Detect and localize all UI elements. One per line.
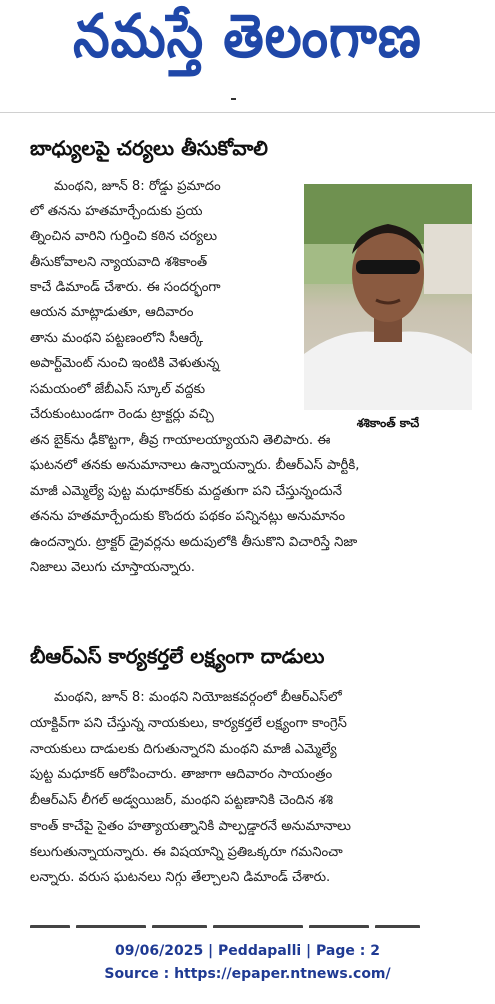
- article2-line: లన్నారు. వరుస ఘటనలు నిగ్గు తేల్చాలని డిమాండ్ చేశారు.: [30, 870, 331, 885]
- portrait-photo: [304, 184, 472, 410]
- article1-line: ఉందన్నారు. ట్రాక్టర్ డ్రైవర్లను అదుపులోకి తీసుకొని విచారిస్తే నిజా: [30, 535, 358, 550]
- footer-date-line: 09/06/2025 | Peddapalli | Page : 2: [115, 943, 380, 959]
- article1-line: తాను మంథని పట్టణంలోని సీఆర్కే: [30, 331, 204, 346]
- article1-line: త్నించిన వారిని గుర్తించి కఠిన చర్యలు: [30, 229, 218, 244]
- article2-line: పుట్ట మధూకర్ ఆరోపించారు. తాజాగా ఆదివారం సాయంత్రం: [30, 767, 333, 782]
- article2-line: యాక్టివ్‌గా పని చేస్తున్న నాయకులు, కార్యకర్తలే లక్ష్యంగా కాంగ్రెస్: [30, 716, 347, 731]
- article2-line: బీఆర్ఎస్ లీగల్ అడ్వయిజర్, మంథని పట్టణానికి చెందిన శశి: [30, 793, 334, 808]
- article1-line: మంథని, జూన్ 8: రోడ్డు ప్రమాదం: [54, 179, 221, 194]
- cropped-next-headline: [30, 918, 450, 928]
- article1-headline: బాధ్యులపై చర్యలు తీసుకోవాలి: [30, 136, 268, 160]
- article2-line: కాంత్ కాచేపై సైతం హత్యాయత్నానికి పాల్పడ్డారనే అనుమానాలు: [30, 819, 351, 834]
- article1-line: తనను హతమార్చేందుకు కొందరు పథకం పన్నినట్లు అనుమానం: [30, 509, 346, 524]
- separator-mark: [231, 98, 236, 100]
- masthead: [0, 0, 495, 88]
- article1-line: లో తనను హతమార్చేందుకు ప్రయ: [30, 204, 203, 219]
- article1-line: మాజీ ఎమ్మెల్యే పుట్ట మధూకర్‌కు మద్దతుగా పని చేస్తున్నందునే: [30, 484, 342, 499]
- article1-line: సమయంలో జేబీఎస్ స్కూల్ వద్దకు: [30, 382, 206, 397]
- article1-line: చేరుకుంటుండగా రెండు ట్రాక్టర్లు వచ్చి: [30, 407, 214, 422]
- newspaper-title: నమస్తే తెలంగాణ: [73, 2, 422, 72]
- article1-line: తన బైక్‌ను ఢీకొట్టగా, తీవ్ర గాయాలయ్యాయని తెలిపారు. ఈ: [30, 433, 331, 448]
- header-divider: [0, 112, 495, 113]
- article1-line: తీసుకోవాలని న్యాయవాది శశికాంత్: [30, 255, 208, 270]
- article1-line: ఆయన మాట్లాడుతూ, ఆదివారం: [30, 305, 194, 320]
- footer-source-line: Source : https://epaper.ntnews.com/: [104, 966, 391, 982]
- article2-line: కలుగుతున్నాయన్నారు. ఈ విషయాన్ని ప్రతిఒక్కరూ గమనించా: [30, 845, 343, 860]
- article2-line: నాయకులు దాడులకు దిగుతున్నారని మంథని మాజీ ఎమ్మెల్యే: [30, 742, 337, 757]
- article1-line: అపార్ట్‌మెంట్ నుంచి ఇంటికి వెళుతున్న: [30, 356, 220, 371]
- article1-line: ఘటనలో తనకు అనుమానాలు ఉన్నాయన్నారు. బీఆర్ఎస్ పార్టీకి,: [30, 458, 360, 473]
- article1-line: కాచే డిమాండ్ చేశారు. ఈ సందర్భంగా: [30, 280, 221, 295]
- article2-line: మంథని, జూన్ 8: మంథని నియోజకవర్గంలో బీఆర్ఎస్‌లో: [54, 690, 342, 705]
- article1-line: నిజాలు వెలుగు చూస్తాయన్నారు.: [30, 560, 195, 575]
- article2-headline: బీఆర్ఎస్ కార్యకర్తలే లక్ష్యంగా దాడులు: [30, 644, 325, 668]
- photo-caption: శశికాంత్ కాచే: [356, 416, 420, 430]
